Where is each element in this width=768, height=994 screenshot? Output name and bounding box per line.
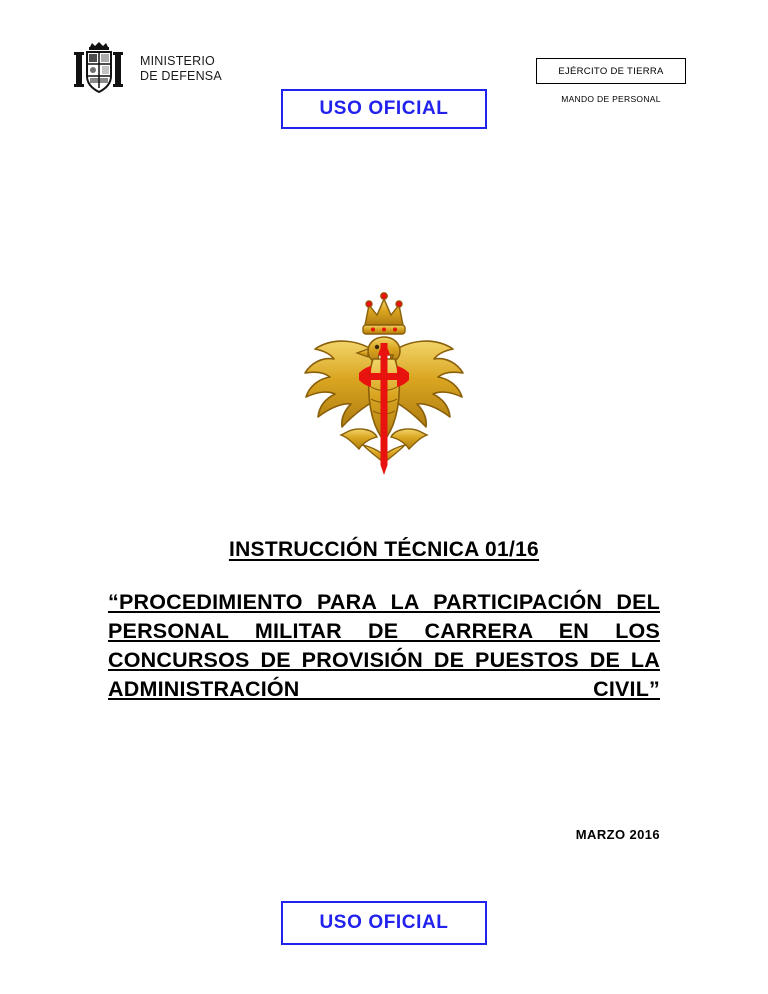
spain-coat-of-arms-icon <box>68 40 130 98</box>
classification-label-bottom: USO OFICIAL <box>319 912 449 933</box>
army-branch-label: EJÉRCITO DE TIERRA <box>558 65 664 77</box>
army-unit-block <box>536 58 686 104</box>
classification-banner-top <box>281 89 487 129</box>
page-title <box>0 538 768 562</box>
classification-banner-bottom <box>281 901 487 945</box>
page-title-text: INSTRUCCIÓN TÉCNICA 01/16 <box>228 538 540 561</box>
emblem-container <box>0 285 768 505</box>
ministry-name <box>140 54 222 84</box>
spanish-army-eagle-emblem-icon <box>289 487 479 504</box>
ministry-line-2: DE DEFENSA <box>140 69 222 83</box>
document-subtitle: “PROCEDIMIENTO PARA LA PARTICIPACIÓN DEL PERSONAL MILITAR DE CARRERA EN LOS CONCURSOS DE PROVISIÓN DE PUESTOS DE LA ADMINISTRACIÓN CIVIL” <box>108 590 660 701</box>
army-branch-box <box>536 58 686 84</box>
ministry-branding <box>68 40 222 98</box>
army-command-label: MANDO DE PERSONAL <box>561 94 661 104</box>
document-header <box>0 40 768 120</box>
classification-label-top: USO OFICIAL <box>319 98 449 119</box>
ministry-line-1: MINISTERIO <box>140 54 215 68</box>
document-date: MARZO 2016 <box>575 827 660 842</box>
